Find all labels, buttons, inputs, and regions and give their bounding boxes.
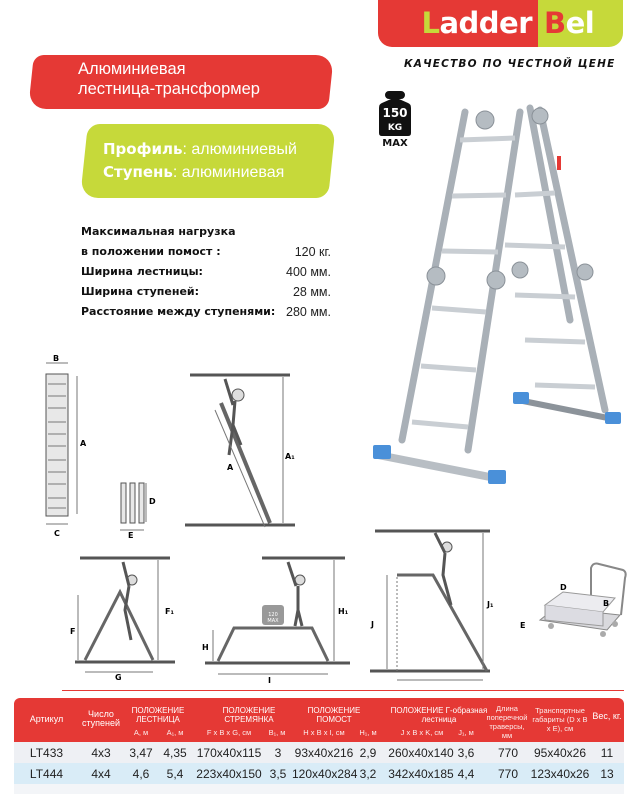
col-traverse: Длина поперечной траверсы, мм: [486, 704, 528, 740]
col-lshape-dims: J x B x K, см: [400, 728, 444, 737]
weight-caption: MAX: [382, 138, 408, 149]
ladder-photo: [370, 100, 625, 490]
title-line-1: Алюминиевая: [78, 60, 186, 78]
col-transport: Транспортные габариты (D x B x E), см: [532, 706, 588, 733]
col-ladder-a: A, м: [133, 728, 149, 737]
step-value: : алюминиевая: [172, 164, 285, 181]
logo-letter-l: L: [421, 6, 440, 40]
svg-text:E: E: [520, 621, 526, 630]
table-row: LT433 4x3 3,47 4,35 170x40x115 3 93x40x216 2,9 260x40x140 3,6 770 95x40x26 11: [14, 742, 624, 763]
spec-list: [81, 222, 331, 322]
svg-text:KG: KG: [387, 123, 403, 133]
svg-text:C: C: [54, 529, 60, 538]
svg-text:F: F: [70, 627, 76, 636]
stepladder-diagram: [70, 550, 175, 682]
col-article: Артикул: [29, 714, 64, 724]
svg-text:F₁: F₁: [165, 607, 174, 616]
col-group-stepladder: ПОЛОЖЕНИЕ СТРЕМЯНКА: [222, 706, 276, 724]
profile-value: : алюминиевый: [182, 141, 297, 158]
svg-text:150: 150: [382, 106, 408, 120]
l-shape-diagram: [365, 525, 495, 680]
folded-ladder-diagram: [40, 350, 170, 540]
svg-text:I: I: [268, 676, 271, 685]
spec-row: Ширина ступеней: 28 мм.: [81, 285, 331, 299]
logo-letter-b: B: [544, 6, 566, 40]
brand-logo: [378, 0, 623, 47]
platform-diagram: [200, 550, 360, 685]
title-line-2: лестница-трансформер: [78, 80, 260, 98]
spec-table: [14, 698, 624, 794]
svg-text:J₁: J₁: [487, 600, 494, 609]
spec-row: Расстояние между ступенями: 280 мм.: [81, 305, 331, 319]
svg-text:A₁: A₁: [285, 452, 295, 461]
logo-red-part: [378, 0, 538, 47]
spec-row: Ширина лестницы: 400 мм.: [81, 265, 331, 279]
section-divider: [62, 690, 624, 691]
svg-text:B: B: [603, 599, 610, 608]
logo-green-part: [538, 0, 623, 47]
svg-text:E: E: [128, 531, 134, 540]
profile-label: Профиль: [103, 140, 183, 158]
svg-text:G: G: [115, 673, 122, 682]
svg-text:A: A: [227, 463, 234, 472]
slogan: КАЧЕСТВО ПО ЧЕСТНОЙ ЦЕНЕ: [404, 58, 616, 70]
col-platform-h1: H₁, м: [359, 728, 377, 737]
col-weight: Вес, кг.: [592, 711, 622, 721]
step-label: Ступень: [103, 163, 173, 181]
col-group-ladder: ПОЛОЖЕНИЕ ЛЕСТНИЦА: [131, 706, 185, 724]
col-steps: Число ступеней: [81, 709, 121, 728]
col-lshape-j1: J₁, м: [458, 728, 474, 737]
svg-text:H: H: [202, 643, 209, 652]
logo-word-ladder: adder: [439, 6, 532, 40]
svg-text:D: D: [149, 497, 156, 506]
col-stepladder-dims: F x B x G, см: [206, 728, 252, 737]
table-row-spacer: [14, 784, 624, 794]
spec-row: в положении помост : 120 кг.: [81, 245, 331, 259]
col-stepladder-b1: B₁, м: [268, 728, 286, 737]
svg-text:120: 120: [268, 612, 278, 618]
svg-text:B: B: [53, 354, 60, 363]
transport-cart-diagram: [515, 560, 625, 645]
ladder-position-diagram: [185, 365, 295, 535]
svg-text:J: J: [371, 620, 374, 629]
product-title: [78, 59, 260, 99]
table-row: LT444 4x4 4,6 5,4 223x40x150 3,5 120x40x284 3,2 342x40x185 4,4 770 123x40x26 13: [14, 763, 624, 784]
spec-row: Максимальная нагрузка: [81, 225, 236, 238]
col-group-platform: ПОЛОЖЕНИЕ ПОМОСТ: [307, 706, 361, 724]
svg-text:MAX: MAX: [267, 618, 279, 624]
svg-text:A: A: [80, 439, 87, 448]
material-info: [103, 138, 297, 184]
col-platform-dims: H x B x I, см: [303, 728, 345, 737]
svg-text:H₁: H₁: [338, 607, 349, 616]
col-ladder-a1: A₁, м: [166, 728, 184, 737]
svg-text:D: D: [560, 583, 567, 592]
col-group-lshape: ПОЛОЖЕНИЕ Г-образная лестница: [390, 706, 488, 724]
table-header: [14, 698, 624, 742]
logo-word-bel: el: [565, 6, 595, 40]
